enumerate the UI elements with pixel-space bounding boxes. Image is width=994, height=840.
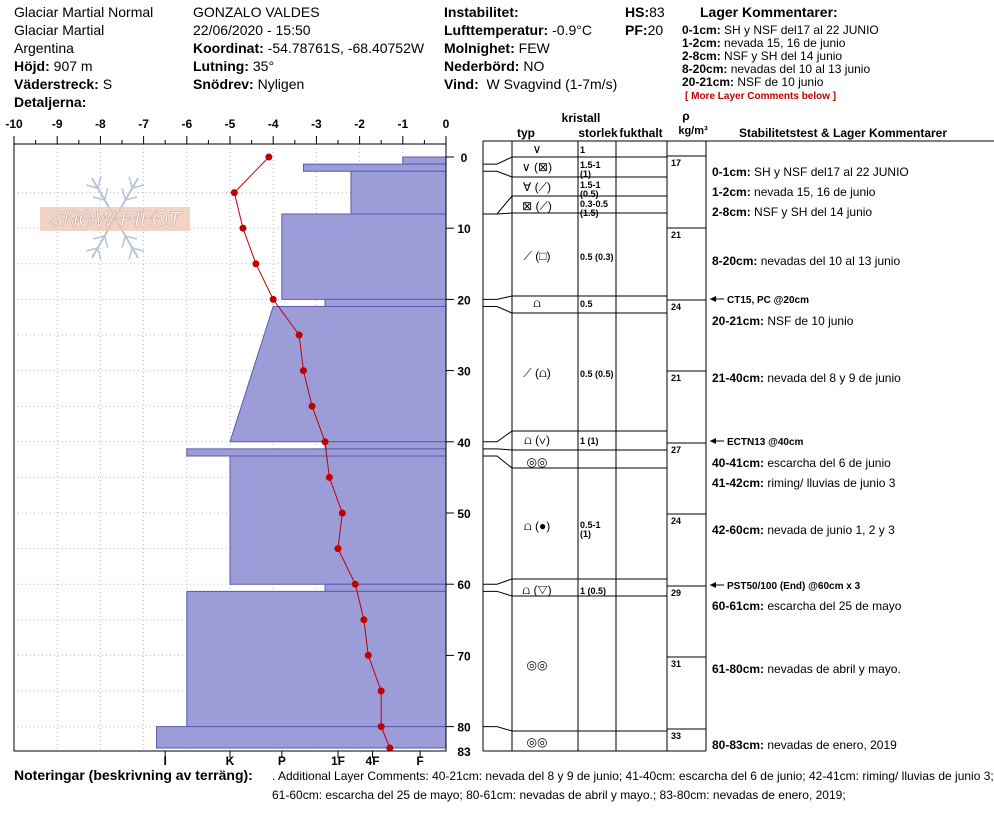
layer-comment-depth: 20-21cm: xyxy=(712,314,768,328)
hardness-layer xyxy=(230,307,446,442)
grain-type: ◎◎ xyxy=(526,735,548,749)
temperature-point xyxy=(296,332,303,339)
temperature-point xyxy=(339,510,346,517)
density-value: 24 xyxy=(671,302,682,312)
temp-axis-label: -3 xyxy=(311,117,322,131)
stability-test: CT15, PC @20cm xyxy=(727,295,810,306)
density-value: 27 xyxy=(671,445,682,455)
hardness-layer xyxy=(325,299,446,306)
layer-comment-text: nevadas de abril y mayo. xyxy=(767,662,901,676)
sky-label: Molnighet: xyxy=(444,40,515,56)
density-value: 24 xyxy=(671,516,682,526)
grain-type: ◎◎ xyxy=(526,658,548,672)
precip-value: NO xyxy=(523,58,545,74)
layer-comment-text: nevada 15, 16 de junio xyxy=(754,185,876,199)
stability-arrow-head xyxy=(710,438,716,444)
layer-comment-depth: 40-41cm: xyxy=(712,456,768,470)
depth-axis-label: 70 xyxy=(457,649,471,664)
grain-size: 1.5-1 xyxy=(580,180,601,190)
grain-type: ◎◎ xyxy=(526,455,548,469)
grain-size-secondary: (1) xyxy=(580,529,591,539)
layer-comment-depth: 80-83cm: xyxy=(712,738,768,752)
temperature-point xyxy=(386,744,393,751)
grain-type: ∀ (⟋) xyxy=(523,180,551,194)
slope-label: Lutning: xyxy=(193,58,249,74)
grain-type: ⩍ xyxy=(533,296,541,310)
stability-test: ECTN13 @40cm xyxy=(727,437,804,448)
grain-type: ⩍ (●) xyxy=(523,519,551,533)
layer-comment-text: NSF y SH del 14 junio xyxy=(754,205,873,219)
depth-axis-label: 80 xyxy=(457,720,471,735)
layer-comment xyxy=(712,456,891,470)
layer-comment-text: riming/ lluvias de junio 3 xyxy=(767,476,896,490)
hardness-layer xyxy=(282,214,446,299)
sky-value: FEW xyxy=(518,40,550,56)
layer-comment-depth: 41-42cm: xyxy=(712,476,768,490)
temperature-point xyxy=(378,688,385,695)
stability-arrow-head xyxy=(710,582,716,588)
layer-comment-depth: 1-2cm: xyxy=(712,185,755,199)
depth-axis-label: 50 xyxy=(457,507,471,521)
slope-value: 35° xyxy=(252,58,275,74)
layer-boundary xyxy=(483,213,667,214)
temperature-point xyxy=(239,225,246,232)
density-value: 17 xyxy=(671,158,682,168)
country: Argentina xyxy=(14,40,74,56)
temp-axis-label: -7 xyxy=(138,117,149,131)
layer-boundary xyxy=(483,727,667,731)
hardness-axis-label: 4F xyxy=(365,754,380,768)
temp-axis-label: 0 xyxy=(442,117,450,131)
depth-axis-label: 60 xyxy=(457,578,471,593)
observation-datetime: 22/06/2020 - 15:50 xyxy=(193,22,311,38)
snowflake-branch xyxy=(129,177,132,189)
drift-label: Snödrev: xyxy=(193,76,254,92)
layer-boundary xyxy=(483,157,667,164)
grain-size: 1 xyxy=(580,145,586,155)
temperature-point xyxy=(252,260,259,267)
temperature-point xyxy=(352,581,359,588)
layer-boundary xyxy=(483,456,667,468)
more-layer-comments-link[interactable]: [ More Layer Comments below ] xyxy=(685,91,837,102)
elevation-value: 907 m xyxy=(53,58,93,74)
grain-size: 0.5-1 xyxy=(580,520,601,530)
layer-comment xyxy=(712,599,902,613)
header-density-unit: kg/m³ xyxy=(678,125,708,137)
layer-comment xyxy=(712,185,876,199)
airtemp-label: Lufttemperatur: xyxy=(444,22,549,38)
layer-boundary xyxy=(483,296,667,299)
temperature-point xyxy=(270,296,277,303)
density-value: 29 xyxy=(671,588,682,598)
layer-comment-depth: 60-61cm: xyxy=(712,599,768,613)
layer-comment xyxy=(712,662,901,676)
temperature-point xyxy=(365,652,372,659)
hardness-axis-label: I xyxy=(163,754,167,768)
temperature-point xyxy=(231,189,238,196)
coordinate-value: -54.78761S, -68.40752W xyxy=(267,40,425,56)
coordinate-label: Koordinat: xyxy=(193,40,264,56)
hardness-layer xyxy=(187,449,446,456)
header-stability: Stabilitetstest & Lager Kommentarer xyxy=(738,126,948,140)
notes-line-2: 61-60cm: escarcha del 25 de mayo; 80-61cm: nevadas de abril y mayo.; 83-80cm: nevadas de enero, 2019; xyxy=(272,788,846,802)
layer-comment-depth: 8-20cm: xyxy=(712,254,761,268)
instability-label: Instabilitet: xyxy=(444,4,519,20)
temperature-point xyxy=(360,616,367,623)
density-value: 31 xyxy=(671,659,682,669)
depth-axis-label: 30 xyxy=(457,364,471,379)
density-value: 21 xyxy=(671,373,682,383)
stability-test: PST50/100 (End) @60cm x 3 xyxy=(727,581,861,592)
temp-axis-label: -2 xyxy=(354,117,365,131)
header-type: typ xyxy=(517,126,535,140)
aspect-label: Väderstreck: xyxy=(14,76,99,92)
layer-boundary xyxy=(483,431,667,442)
snowflake-branch xyxy=(129,248,132,260)
layer-comment xyxy=(712,254,900,268)
hardness-layer xyxy=(157,727,446,748)
airtemp-value: -0.9°C xyxy=(552,22,592,38)
layer-comment xyxy=(712,476,896,490)
hardness-axis-label: 1F xyxy=(330,754,346,768)
header-crystal: kristall xyxy=(561,111,601,125)
grain-type: ⩍ (∨) xyxy=(524,433,550,447)
grain-type: ⩍ (▽) xyxy=(522,583,552,597)
location-name: Glaciar Martial xyxy=(14,22,105,38)
temperature-point xyxy=(265,154,272,161)
layer-comment-text: nevada del 8 y 9 de junio xyxy=(767,371,901,385)
layer-comment-depth: 2-8cm: xyxy=(682,49,721,63)
grain-size-secondary: (1.5) xyxy=(580,208,599,218)
snow-pilot-logo xyxy=(40,177,190,260)
layer-comment-depth: 0-1cm: xyxy=(712,165,755,179)
layer-boundary xyxy=(483,196,667,214)
layer-comment-text: escarcha del 25 de mayo xyxy=(767,599,902,613)
details-label: Detaljerna: xyxy=(14,94,87,110)
hardness-axis-label: K xyxy=(225,754,235,768)
grain-size-secondary: (0.5) xyxy=(580,189,599,199)
layer-boundary xyxy=(483,579,667,584)
hardness-layer xyxy=(351,171,446,214)
depth-axis-label: 0 xyxy=(460,151,468,165)
density-value: 21 xyxy=(671,230,682,240)
snowflake-branch xyxy=(122,236,125,248)
grain-type: ∨ xyxy=(532,142,542,156)
observer-name: GONZALO VALDES xyxy=(193,4,320,20)
layer-table xyxy=(483,109,994,752)
layer-comment-depth: 21-40cm: xyxy=(712,371,768,385)
temperature-point xyxy=(322,438,329,445)
stability-arrow-head xyxy=(710,296,716,302)
temperature-point xyxy=(300,367,307,374)
depth-axis-label: 40 xyxy=(457,435,471,450)
hs-label: HS: xyxy=(625,4,650,20)
temp-axis-label: -1 xyxy=(397,117,409,131)
layer-boundary xyxy=(483,307,667,313)
layer-boundary xyxy=(483,591,667,596)
depth-axis-label: 20 xyxy=(457,293,471,308)
site-name: Glaciar Martial Normal xyxy=(14,4,154,20)
grain-type: ⊠ (⟋) xyxy=(522,199,552,213)
grain-size: 0.5 xyxy=(580,299,593,309)
depth-axis-label: 10 xyxy=(457,222,471,237)
layer-comment-text: nevada 15, 16 de junio xyxy=(724,36,846,50)
layer-comment-depth: 42-60cm: xyxy=(712,523,768,537)
header-density-symbol: ρ xyxy=(682,109,690,123)
layer-comment xyxy=(712,165,909,179)
drift-value: Nyligen xyxy=(257,76,305,92)
precip-label: Nederbörd: xyxy=(444,58,520,74)
notes-line-1: . Additional Layer Comments: 40-21cm: nevada del 8 y 9 de junio; 41-40cm: escarcha del 6 de junio; 42-41cm: riming/ lluvias de junio 3; xyxy=(272,769,994,783)
layer-comment xyxy=(712,371,901,385)
hardness-layer xyxy=(403,157,446,164)
grain-size: 1 (0.5) xyxy=(580,586,607,596)
snowflake-branch xyxy=(105,188,108,200)
layer-boundary xyxy=(483,171,667,177)
layer-comment-text: NSF de 10 junio xyxy=(767,314,854,328)
pf-value: 20 xyxy=(647,22,664,38)
layer-comments-title: Lager Kommentarer: xyxy=(700,4,838,20)
hardness-layer xyxy=(230,456,446,584)
snowflake-branch xyxy=(122,188,125,200)
pf-label: PF: xyxy=(625,22,648,38)
layer-comment-depth: 1-2cm: xyxy=(682,36,721,50)
aspect-value: S xyxy=(102,76,113,92)
grain-size: 1.5-1 xyxy=(580,160,601,170)
temp-axis-label: -10 xyxy=(5,117,23,131)
layer-comment-depth: 2-8cm: xyxy=(712,205,755,219)
layer-comment-text: nevadas del 10 al 13 junio xyxy=(760,254,901,268)
temp-axis-label: -6 xyxy=(181,117,193,131)
layer-comment xyxy=(712,523,895,537)
grain-type: ⟋ (⩍) xyxy=(523,366,551,380)
temperature-point xyxy=(309,403,316,410)
temperature-point xyxy=(378,723,385,730)
hardness-layer xyxy=(303,164,446,171)
layer-comment-text: nevadas del 10 al 13 junio xyxy=(730,62,871,76)
header-moisture: fukthalt xyxy=(619,126,663,140)
wind-label: Vind: xyxy=(444,76,479,92)
temperature-point xyxy=(326,474,333,481)
snowflake-branch xyxy=(98,177,101,189)
layer-comment-text: SH y NSF del17 al 22 JUNIO xyxy=(754,165,909,179)
grain-size: 0.5 (0.5) xyxy=(580,369,614,379)
hardness-profile xyxy=(157,157,446,748)
layer-comment-depth: 61-80cm: xyxy=(712,662,768,676)
layer-comment xyxy=(712,205,872,219)
temp-axis-label: -4 xyxy=(267,117,279,131)
grain-size: 1 (1) xyxy=(580,436,599,446)
depth-axis-bottom-label: 83 xyxy=(457,745,471,759)
hardness-axis-label: F xyxy=(416,754,424,768)
density-value: 33 xyxy=(671,731,682,741)
temp-axis-label: -5 xyxy=(224,117,236,131)
temp-axis-label: -9 xyxy=(51,117,63,131)
layer-boundary xyxy=(483,449,667,450)
layer-comment xyxy=(712,738,897,752)
layer-comment-depth: 8-20cm: xyxy=(682,62,728,76)
notes-label: Noteringar (beskrivning av terräng): xyxy=(14,767,253,783)
layer-comment xyxy=(712,314,854,328)
layer-comment-text: SH y NSF del17 al 22 JUNIO xyxy=(724,23,879,37)
logo-text: SNOW PILOT xyxy=(49,208,181,231)
wind-value: W Svagvind (1-7m/s) xyxy=(486,76,618,92)
hardness-layer xyxy=(325,442,446,449)
temp-axis-label: -8 xyxy=(95,117,106,131)
hardness-layer xyxy=(325,584,446,591)
grain-size-secondary: (1) xyxy=(580,169,591,179)
layer-comment-text: NSF y SH del 14 junio xyxy=(724,49,843,63)
grain-size: 0.5 (0.3) xyxy=(580,252,614,262)
grain-type: ∨ (⊠) xyxy=(521,160,553,174)
temperature-point xyxy=(335,545,342,552)
grain-size: 0.3-0.5 xyxy=(580,199,609,209)
hs-value: 83 xyxy=(649,4,665,20)
grain-type: ⟋ (□) xyxy=(523,249,551,263)
snowflake-branch xyxy=(105,236,108,248)
layer-comment-text: NSF de 10 junio xyxy=(737,75,824,89)
header-size: storlek xyxy=(578,126,618,140)
hardness-axis-label: P xyxy=(277,754,286,768)
snowflake-branch xyxy=(98,248,101,260)
layer-comment-depth: 20-21cm: xyxy=(682,75,735,89)
layer-comment-depth: 0-1cm: xyxy=(682,23,721,37)
layer-comment-text: nevadas de enero, 2019 xyxy=(767,738,897,752)
layer-comment-text: nevada de junio 1, 2 y 3 xyxy=(767,523,895,537)
elevation-label: Höjd: xyxy=(14,58,50,74)
layer-comment-text: escarcha del 6 de junio xyxy=(767,456,891,470)
hardness-layer xyxy=(187,591,446,726)
